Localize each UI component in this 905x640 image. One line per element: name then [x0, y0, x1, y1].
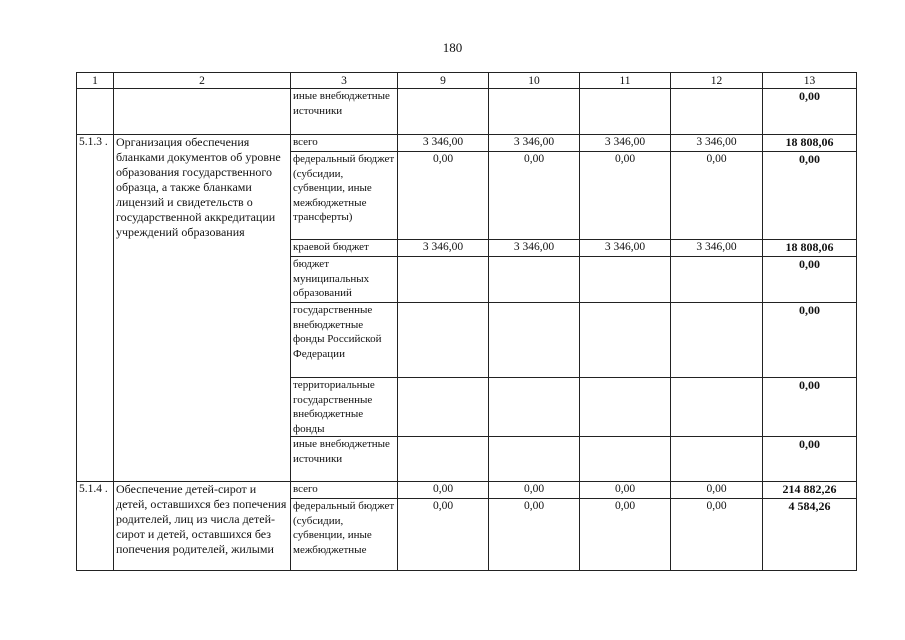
col-header-12: 12 — [671, 73, 763, 89]
total-cell: 4 584,26 — [763, 499, 857, 571]
item-name: Обеспечение детей-сирот и детей, оставшихся без попечения родителей, лиц из числа детей-сирот и детей, оставшихся без попечения родителей, жилыми — [114, 482, 291, 571]
total-cell: 0,00 — [763, 152, 857, 240]
value-cell — [580, 303, 671, 378]
source-cell: бюджет муниципальных образований — [291, 257, 398, 303]
value-cell: 0,00 — [671, 152, 763, 240]
value-cell: 3 346,00 — [489, 240, 580, 257]
source-cell: федеральный бюджет (субсидии, субвенции, иные межбюджетные трансферты) — [291, 152, 398, 240]
value-cell: 3 346,00 — [671, 240, 763, 257]
item-code: 5.1.4 . — [77, 482, 114, 571]
col-header-9: 9 — [398, 73, 489, 89]
col-header-3: 3 — [291, 73, 398, 89]
value-cell — [398, 257, 489, 303]
value-cell — [671, 437, 763, 482]
value-cell: 0,00 — [580, 499, 671, 571]
value-cell: 0,00 — [398, 499, 489, 571]
source-cell: государственные внебюджетные фонды Российской Федерации — [291, 303, 398, 378]
code-cell — [77, 89, 114, 135]
total-cell: 0,00 — [763, 303, 857, 378]
col-header-11: 11 — [580, 73, 671, 89]
value-cell — [489, 257, 580, 303]
total-cell: 0,00 — [763, 378, 857, 437]
col-header-10: 10 — [489, 73, 580, 89]
value-cell: 0,00 — [489, 499, 580, 571]
source-cell: всего — [291, 482, 398, 499]
value-cell: 3 346,00 — [489, 135, 580, 152]
value-cell: 0,00 — [580, 152, 671, 240]
page-number: 180 — [442, 40, 463, 55]
source-cell: федеральный бюджет (субсидии, субвенции, иные межбюджетные — [291, 499, 398, 571]
value-cell — [580, 437, 671, 482]
col-header-13: 13 — [763, 73, 857, 89]
value-cell: 0,00 — [671, 482, 763, 499]
table-row — [77, 482, 857, 499]
source-cell: краевой бюджет — [291, 240, 398, 257]
budget-table — [76, 72, 857, 571]
value-cell — [580, 257, 671, 303]
value-cell: 0,00 — [580, 482, 671, 499]
total-cell: 214 882,26 — [763, 482, 857, 499]
header-row — [77, 73, 857, 89]
value-cell: 0,00 — [489, 482, 580, 499]
col-header-2: 2 — [114, 73, 291, 89]
value-cell — [671, 378, 763, 437]
value-cell: 3 346,00 — [580, 135, 671, 152]
value-cell: 3 346,00 — [398, 135, 489, 152]
item-name: Организация обеспечения бланками документов об уровне образования государственного образца, а также бланками лицензий и свидетельств о государственной аккредитации учреждений образования — [114, 135, 291, 482]
total-cell: 0,00 — [763, 89, 857, 135]
name-cell — [114, 89, 291, 135]
value-cell — [398, 303, 489, 378]
source-cell: территориальные государственные внебюджетные фонды — [291, 378, 398, 437]
table-row — [77, 135, 857, 152]
item-code: 5.1.3 . — [77, 135, 114, 482]
table-row — [77, 89, 857, 135]
total-cell: 0,00 — [763, 257, 857, 303]
value-cell: 3 346,00 — [671, 135, 763, 152]
source-cell: всего — [291, 135, 398, 152]
total-cell: 18 808,06 — [763, 135, 857, 152]
value-cell — [398, 437, 489, 482]
value-cell: 0,00 — [671, 499, 763, 571]
value-cell: 3 346,00 — [398, 240, 489, 257]
value-cell — [580, 378, 671, 437]
value-cell: 3 346,00 — [580, 240, 671, 257]
value-cell — [489, 303, 580, 378]
value-cell — [489, 378, 580, 437]
value-cell — [398, 378, 489, 437]
value-cell: 0,00 — [398, 152, 489, 240]
total-cell: 18 808,06 — [763, 240, 857, 257]
total-cell: 0,00 — [763, 437, 857, 482]
col-header-1: 1 — [77, 73, 114, 89]
source-cell: иные внебюджетные источники — [291, 437, 398, 482]
value-cell — [671, 303, 763, 378]
value-cell: 0,00 — [398, 482, 489, 499]
value-cell — [489, 437, 580, 482]
value-cell — [671, 257, 763, 303]
source-cell: иные внебюджетные источники — [291, 89, 398, 135]
value-cell: 0,00 — [489, 152, 580, 240]
